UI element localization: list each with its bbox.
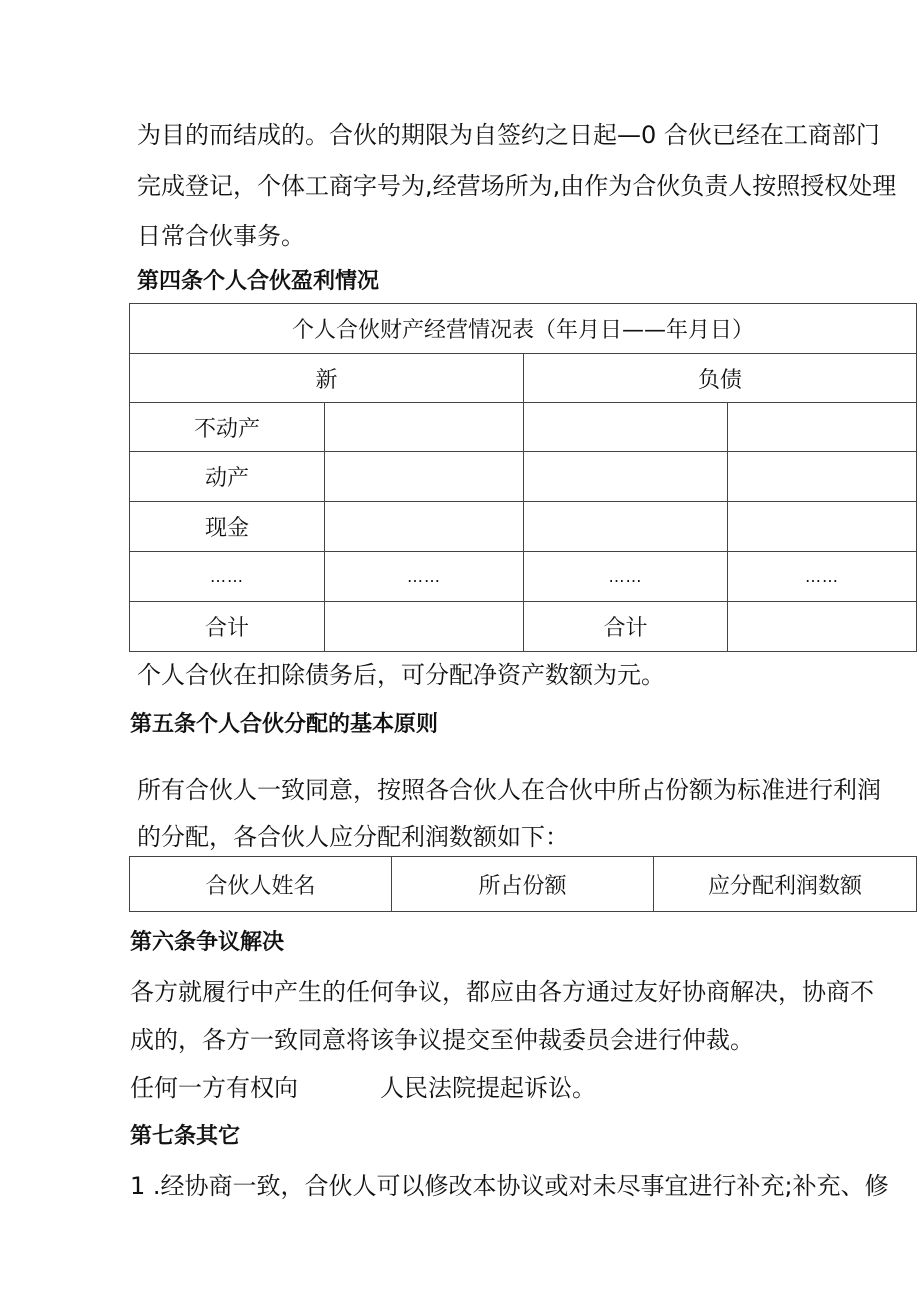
liability-total-label: 合计 <box>524 602 728 652</box>
asset-row-label: 动产 <box>130 452 325 502</box>
asset-cell <box>728 602 917 652</box>
paragraph-line: 为目的而结成的。合伙的期限为自签约之日起—0 合伙已经在工商部门 <box>137 121 880 149</box>
asset-cell <box>325 602 524 652</box>
asset-cell <box>728 502 917 552</box>
asset-table-title: 个人合伙财产经营情况表（年月日——年月日） <box>130 304 917 354</box>
paragraph-line: 所有合伙人一致同意，按照各合伙人在合伙中所占份额为标准进行利润 <box>137 776 881 804</box>
article-7-heading: 第七条其它 <box>130 1124 241 1149</box>
distribution-header: 所占份额 <box>392 857 654 912</box>
distribution-header: 应分配利润数额 <box>654 857 917 912</box>
paragraph-line: 1 .经协商一致，合伙人可以修改本协议或对未尽事宜进行补充;补充、修 <box>130 1172 889 1200</box>
paragraph-line: 成的，各方一致同意将该争议提交至仲裁委员会进行仲裁。 <box>130 1026 754 1054</box>
paragraph-line: 各方就履行中产生的任何争议，都应由各方通过友好协商解决，协商不 <box>130 978 874 1006</box>
distribution-table <box>129 856 917 912</box>
paragraph-line: 人民法院提起诉讼。 <box>380 1074 596 1102</box>
asset-cell <box>325 403 524 452</box>
article-4-heading: 第四条个人合伙盈利情况 <box>137 269 380 294</box>
paragraph-line: 个人合伙在扣除债务后，可分配净资产数额为元。 <box>137 661 665 689</box>
asset-table-header-left: 新 <box>130 354 524 403</box>
asset-cell <box>728 452 917 502</box>
article-6-heading: 第六条争议解决 <box>130 930 285 955</box>
asset-total-label: 合计 <box>130 602 325 652</box>
paragraph-line: 任何一方有权向 <box>130 1074 298 1102</box>
asset-row-label: …… <box>130 552 325 602</box>
asset-cell <box>325 502 524 552</box>
paragraph-line: 完成登记，个体工商字号为,经营场所为,由作为合伙负责人按照授权处理 <box>137 172 897 200</box>
asset-cell: …… <box>524 552 728 602</box>
asset-table <box>129 303 917 652</box>
asset-row-label: 现金 <box>130 502 325 552</box>
asset-cell <box>728 403 917 452</box>
asset-cell: …… <box>325 552 524 602</box>
asset-cell <box>524 502 728 552</box>
article-5-heading: 第五条个人合伙分配的基本原则 <box>130 712 439 737</box>
asset-cell <box>524 452 728 502</box>
paragraph-line: 的分配，各合伙人应分配利润数额如下： <box>137 823 569 851</box>
paragraph-line: 日常合伙事务。 <box>137 222 305 250</box>
asset-cell <box>325 452 524 502</box>
asset-cell <box>524 403 728 452</box>
asset-table-header-right: 负债 <box>524 354 917 403</box>
asset-cell: …… <box>728 552 917 602</box>
asset-row-label: 不动产 <box>130 403 325 452</box>
distribution-header: 合伙人姓名 <box>130 857 392 912</box>
